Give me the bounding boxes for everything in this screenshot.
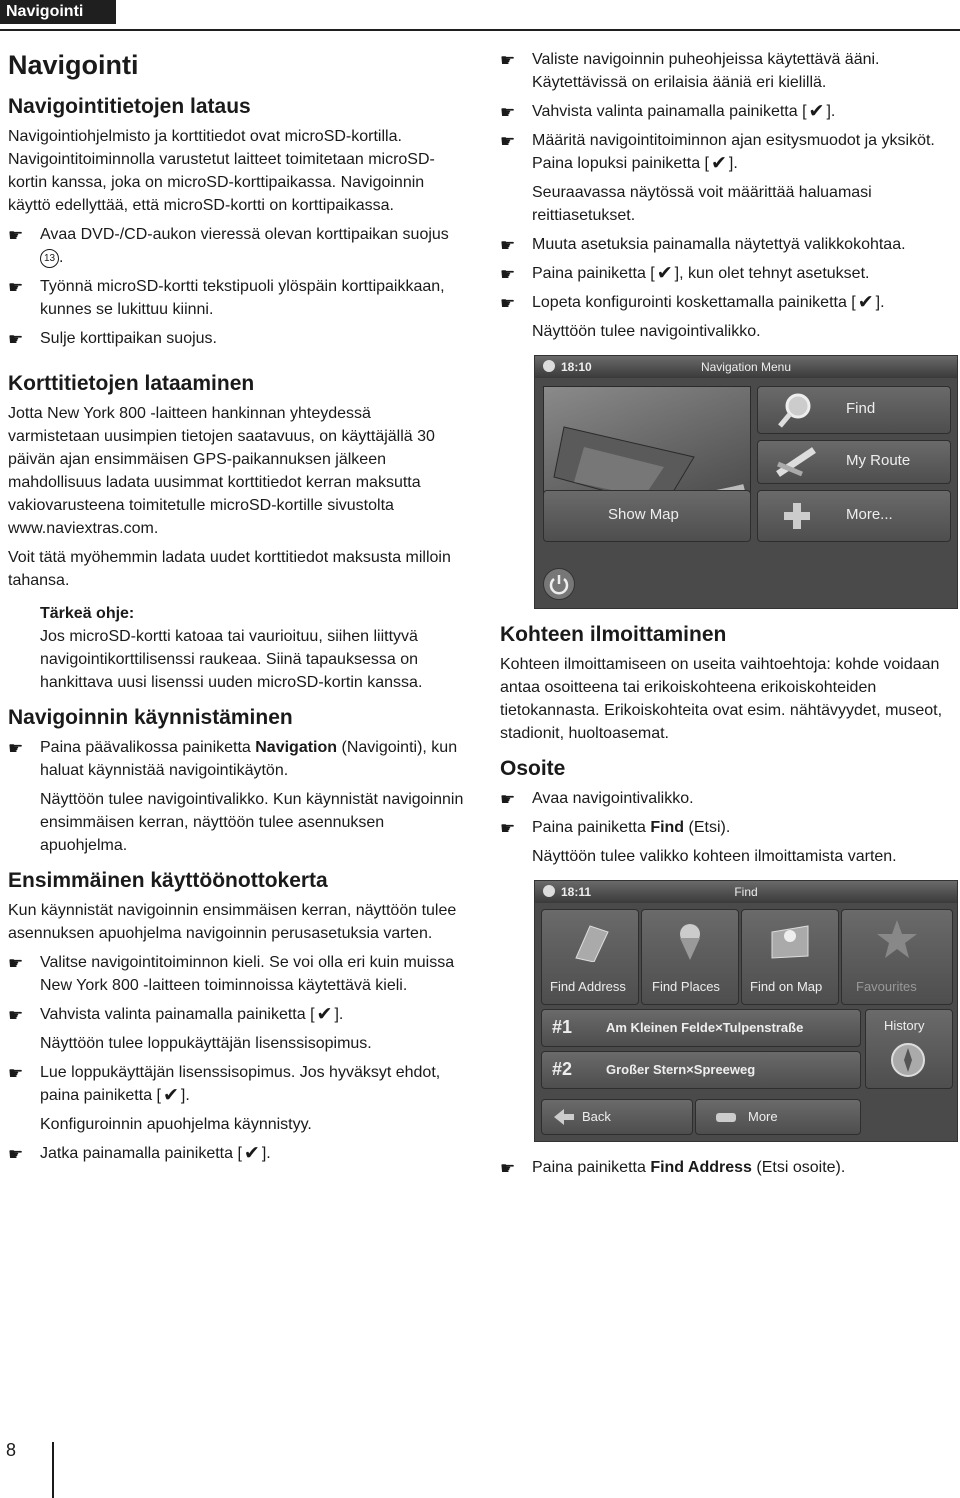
find-button[interactable]: Find	[757, 386, 951, 434]
instruction-item: ☛ Valitse navigointitoiminnon kieli. Se voi olla eri kuin muissa New York 800 -laitteen toiminnoissa käytettävä kieli.	[8, 954, 455, 994]
important-note	[8, 602, 464, 694]
pointing-hand-icon: ☛	[500, 236, 516, 255]
result-text: Näyttöön tulee navigointivalikko. Kun käynnistät navigoinnin ensimmäisen kerran, näyttöön tulee asennuksen apuohjelma.	[40, 791, 464, 854]
note-title: Tärkeä ohje:	[40, 605, 135, 622]
instruction-item: ☛ Avaa DVD-/CD-aukon vieressä olevan korttipaikan suojus 13 .	[8, 226, 449, 266]
instruction-item: ☛ Jatka painamalla painiketta [ ✔ ].	[8, 1143, 271, 1164]
back-arrow-icon	[554, 1109, 574, 1125]
pointing-hand-icon: ☛	[500, 790, 516, 809]
plus-icon	[782, 501, 812, 531]
more-options-button[interactable]: More	[695, 1099, 861, 1135]
instruction-item: ☛ Vahvista valinta painamalla painiketta [ ✔ ].	[8, 1004, 344, 1025]
pointing-hand-icon: ☛	[8, 1064, 24, 1083]
paragraph-intro: Navigointiohjelmisto ja korttitiedot ovat microSD-kortilla. Navigointitoiminnolla varustetut laitteet toimitetaan microSD-kortin kanssa, joka on microSD-korttipaikassa. Navigoinnin käyttö edellyttää, että microSD-kortti on korttipaikassa.	[8, 128, 435, 214]
section-header: Navigointi	[0, 0, 116, 24]
screen-time: 18:11	[561, 885, 592, 899]
pointing-hand-icon: ☛	[8, 330, 24, 349]
paragraph: Kun käynnistät navigoinnin ensimmäisen kerran, näyttöön tulee asennuksen apuohjelma navigoinnin perusasetuksia varten.	[8, 902, 457, 942]
checkmark-icon: ✔	[162, 1085, 179, 1106]
result-text: Konfiguroinnin apuohjelma käynnistyy.	[40, 1116, 312, 1133]
instruction-item: ☛ Paina painiketta Find Address (Etsi osoite).	[500, 1159, 846, 1178]
navigation-menu-screenshot	[534, 355, 958, 609]
pointing-hand-icon: ☛	[500, 294, 516, 313]
right-column	[500, 48, 956, 1185]
screen-topbar	[535, 881, 957, 903]
checkmark-icon: ✔	[656, 263, 673, 284]
result-text: Näyttöön tulee loppukäyttäjän lisenssisopimus.	[40, 1035, 372, 1052]
show-map-button[interactable]: Show Map	[543, 490, 751, 542]
find-on-map-button[interactable]: Find on Map	[741, 909, 839, 1005]
callout-number: 13	[40, 249, 59, 268]
instruction-item: ☛ Paina painiketta Find (Etsi).	[500, 819, 731, 838]
history-button[interactable]: History	[865, 1009, 953, 1089]
pointing-hand-icon: ☛	[500, 265, 516, 284]
page-number: 8	[6, 1440, 17, 1460]
find-places-button[interactable]: Find Places	[641, 909, 739, 1005]
map-pin-icon	[768, 918, 812, 962]
instruction-item: ☛ Paina päävalikossa painiketta Navigation (Navigointi), kun haluat käynnistää navigointikäytön.	[8, 739, 458, 779]
star-icon	[875, 918, 919, 962]
find-menu-screenshot	[534, 880, 958, 1142]
pointing-hand-icon: ☛	[8, 278, 24, 297]
checkmark-icon: ✔	[808, 101, 825, 122]
pointing-hand-icon: ☛	[8, 1006, 24, 1025]
checkmark-icon: ✔	[711, 153, 727, 174]
pointing-hand-icon: ☛	[8, 226, 24, 245]
pointing-hand-icon: ☛	[500, 1159, 516, 1178]
instruction-text: Sulje korttipaikan suojus.	[40, 330, 217, 347]
find-address-button[interactable]: Find Address	[541, 909, 639, 1005]
pointing-hand-icon: ☛	[500, 132, 516, 151]
favourites-button[interactable]: Favourites	[841, 909, 953, 1005]
section-heading-korttitiedot: Korttitietojen lataaminen	[8, 372, 255, 395]
instruction-item	[8, 275, 464, 321]
section-heading-osoite: Osoite	[500, 757, 566, 780]
result-text: Seuraavassa näytössä voit määrittää haluamasi reittiasetukset.	[532, 184, 872, 224]
recent-destination-2[interactable]: #2 Großer Stern×Spreeweg	[541, 1051, 861, 1089]
more-arrow-icon	[716, 1109, 736, 1125]
address-flag-icon	[570, 918, 610, 962]
paragraph: Jotta New York 800 -laitteen hankinnan yhteydessä varmistetaan uusimpien tietojen saatavuus, on käyttäjällä 30 päivän ajan ensimmäisen GPS-paikannuksen jälkeen mahdollisuus ladata uusimmat korttitiedot kerran maksutta vakiovarusteena toimitetulle microSD-kortille sivustolta www.naviextras.com.	[8, 405, 435, 537]
pointing-hand-icon: ☛	[500, 819, 516, 838]
instruction-item: ☛ Vahvista valinta painamalla painiketta [ ✔ ].	[500, 101, 836, 122]
left-column	[8, 40, 464, 1171]
route-icon	[774, 444, 818, 480]
instruction-item: ☛ Lue loppukäyttäjän lisenssisopimus. Jos hyväksyt ehdot, paina painiketta [ ✔ ].	[8, 1064, 441, 1106]
back-button[interactable]: Back	[541, 1099, 693, 1135]
checkmark-icon: ✔	[316, 1004, 333, 1025]
checkmark-icon: ✔	[857, 292, 874, 313]
pointing-hand-icon: ☛	[8, 739, 24, 758]
power-button[interactable]	[543, 568, 575, 600]
pointing-hand-icon: ☛	[500, 103, 516, 122]
instruction-item: ☛ Avaa navigointivalikko.	[500, 790, 694, 809]
places-icon	[670, 918, 710, 962]
recent-destination-1[interactable]: #1 Am Kleinen Felde×Tulpenstraße	[541, 1009, 861, 1047]
screen-title: Find	[734, 885, 758, 899]
page-number-rule	[52, 1442, 54, 1498]
section-heading-kaynnistaminen: Navigoinnin käynnistäminen	[8, 706, 293, 729]
page-title: Navigointi	[8, 50, 139, 80]
result-text: Näyttöön tulee valikko kohteen ilmoittamista varten.	[532, 848, 897, 865]
pointing-hand-icon: ☛	[8, 954, 24, 973]
checkmark-icon: ✔	[243, 1143, 260, 1164]
screen-topbar	[535, 356, 957, 378]
instruction-item: ☛ Paina painiketta [ ✔ ], kun olet tehnyt asetukset.	[500, 263, 870, 284]
screen-title: Navigation Menu	[700, 360, 792, 374]
note-text: Jos microSD-kortti katoaa tai vaurioituu, siihen liittyvä navigointikorttilisenssi raukeaa. Siinä tapauksessa on hankittava uusi lisenssi uuden microSD-kortin kanssa.	[40, 628, 423, 691]
instruction-item: ☛ Valiste navigoinnin puheohjeissa käytettävä ääni. Käytettävissä on erilaisia ääniä eri kielillä.	[500, 51, 880, 91]
more-button[interactable]: More...	[757, 490, 951, 542]
header-rule	[0, 29, 960, 31]
paragraph: Kohteen ilmoittamiseen on useita vaihtoehtoja: kohde voidaan antaa osoitteena tai erikoiskohteena erikoiskohteiden tietokannasta. Erikoiskohteita ovat esim. nähtävyydet, museot, stadionit, huoltoasemat.	[500, 656, 943, 742]
screen-time: 18:10	[561, 360, 592, 374]
result-text: Näyttöön tulee navigointivalikko.	[532, 323, 761, 340]
instruction-item: ☛ Määritä navigointitoiminnon ajan esitysmuodot ja yksiköt. Paina lopuksi painiketta [ ✔ ].	[500, 132, 935, 174]
compass-icon	[890, 1042, 926, 1078]
instruction-item	[8, 327, 464, 350]
section-heading-lataus: Navigointitietojen lataus	[8, 95, 251, 118]
instruction-text: Avaa DVD-/CD-aukon vieressä olevan korttipaikan suojus	[40, 226, 449, 243]
my-route-button[interactable]: My Route	[757, 440, 951, 484]
pointing-hand-icon: ☛	[500, 51, 516, 70]
section-heading-kohteen: Kohteen ilmoittaminen	[500, 623, 727, 646]
instruction-item: ☛ Lopeta konfigurointi koskettamalla painiketta [ ✔ ].	[500, 292, 885, 313]
instruction-text: Työnnä microSD-kortti tekstipuoli ylöspäin korttipaikkaan, kunnes se lukittuu kiinni.	[40, 278, 445, 318]
power-icon	[544, 569, 574, 599]
paragraph: Voit tätä myöhemmin ladata uudet korttitiedot maksusta milloin tahansa.	[8, 549, 451, 589]
instruction-item: ☛ Muuta asetuksia painamalla näytettyä valikkokohtaa.	[500, 236, 906, 255]
pointing-hand-icon: ☛	[8, 1145, 24, 1164]
section-heading-ensimmainen: Ensimmäinen käyttöönottokerta	[8, 869, 328, 892]
magnifier-icon	[776, 390, 816, 430]
